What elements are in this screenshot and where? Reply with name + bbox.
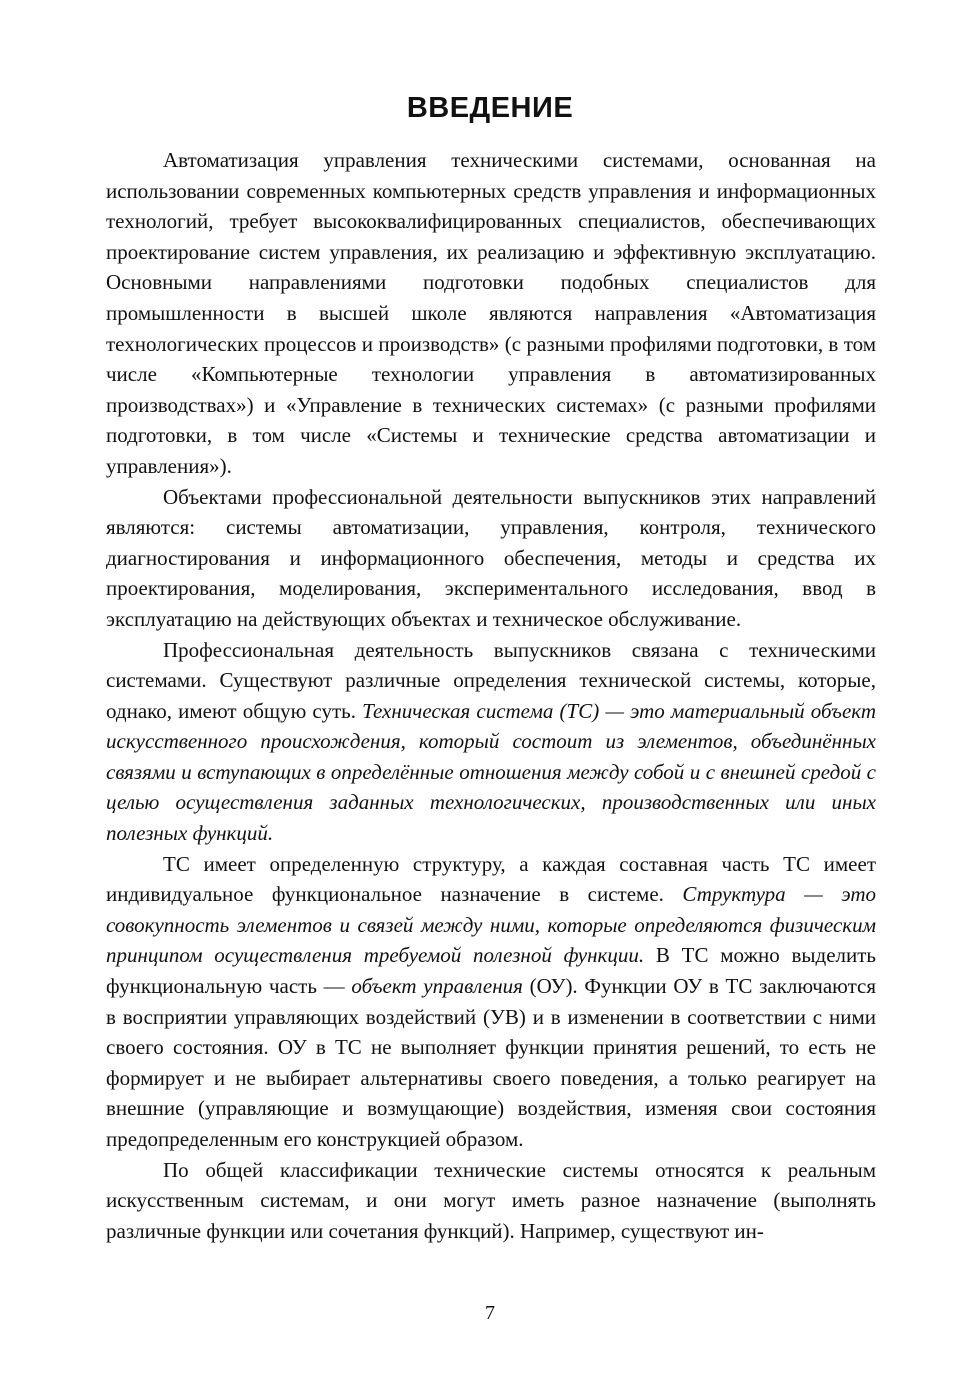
paragraph-4-text-c: В ТС можно выделить функциональную часть — bbox=[106, 943, 876, 999]
term-control-object: объект управления bbox=[351, 974, 523, 999]
paragraph-3-text: Профессиональная деятельность выпускников связана с техническими системами. Существуют различные определения технической системы, которые, однако, имеют общую суть. bbox=[106, 637, 876, 723]
paragraph-4 bbox=[106, 849, 876, 1155]
paragraph-4-text-a: ТС имеет определенную структуру, а каждая составная часть ТС имеет индивидуальное функциональное назначение в системе. bbox=[106, 851, 876, 907]
definition-technical-system: Техническая система (ТС) — это материальный объект искусственного происхождения, который состоит из элементов, объединённых связями и вступающих в определённые отношения между собой и с внешней средой с целью осуществления заданных технологических, производственных или иных полезных функций. bbox=[106, 698, 876, 846]
definition-structure: Структура — это совокупность элементов и связей между ними, которые определяются физическим принципом осуществления требуемой полезной функции. bbox=[106, 882, 876, 968]
paragraph-4-text-e: (ОУ). Функции ОУ в ТС заключаются в восприятии управляющих воздействий (УВ) и в изменении в соответствии с ними своего состояния. ОУ в ТС не выполняет функции принятия решений, то есть не формирует и не выбирает альтернативы своего поведения, а только реагирует на внешние (управляющие и возмущающие) воздействия, изменяя свои состояния предопределенным его конструкцией образом. bbox=[106, 974, 877, 1151]
page-title: ВВЕДЕНИЕ bbox=[406, 92, 574, 124]
paragraph-3 bbox=[106, 635, 876, 849]
page-number: 7 bbox=[485, 1302, 495, 1324]
paragraph-5: По общей классификации технические системы относятся к реальным искусственным системам, и они могут иметь разное назначение (выполнять различные функции или сочетания функций). Например, существуют ин- bbox=[106, 1157, 876, 1243]
body-text bbox=[106, 145, 876, 1246]
paragraph-1: Автоматизация управления техническими системами, основанная на использовании современных компьютерных средств управления и информационных технологий, требует высококвалифицированных специалистов, обеспечивающих проектирование систем управления, их реализацию и эффективную эксплуатацию. Основными направлениями подготовки подобных специалистов для промышленности в высшей школе являются направления «Автоматизация технологических процессов и производств» (с разными профилями подготовки, в том числе «Компьютерные технологии управления в автоматизированных производствах») и «Управление в технических системах» (с разными профилями подготовки, в том числе «Системы и технические средства автоматизации и управления»). bbox=[106, 148, 876, 478]
paragraph-2: Объектами профессиональной деятельности выпускников этих направлений являются: системы автоматизации, управления, контроля, технического диагностирования и информационного обеспечения, методы и средства их проектирования, моделирования, экспериментального исследования, ввод в эксплуатацию на действующих объектах и техническое обслуживание. bbox=[106, 484, 876, 631]
